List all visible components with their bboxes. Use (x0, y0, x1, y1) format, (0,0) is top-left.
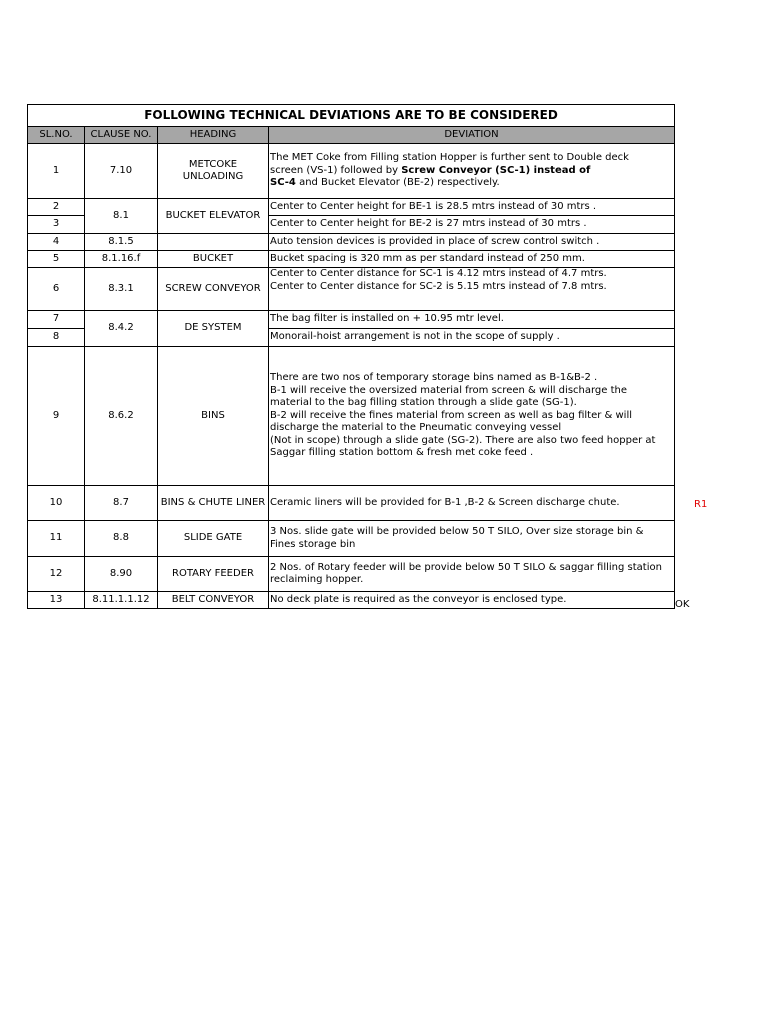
table-row (28, 144, 675, 199)
clause-cell: 8.8 (85, 521, 158, 557)
clause-cell: 8.1.16.f (85, 251, 158, 268)
sl-no-cell: 5 (28, 251, 85, 268)
table-title: FOLLOWING TECHNICAL DEVIATIONS ARE TO BE CONSIDERED (28, 105, 675, 127)
table-row (28, 592, 675, 609)
deviation-cell: Bucket spacing is 320 mm as per standard instead of 250 mm. (269, 251, 675, 268)
table-row (28, 347, 675, 486)
heading-cell: BINS & CHUTE LINER (158, 486, 269, 521)
deviation-line: reclaiming hopper. (270, 574, 364, 585)
deviation-cell: Center to Center height for BE-2 is 27 mtrs instead of 30 mtrs . (269, 216, 675, 234)
deviation-cell: The bag filter is installed on + 10.95 mtr level. (269, 311, 675, 329)
deviation-cell: Center to Center height for BE-1 is 28.5 mtrs instead of 30 mtrs . (269, 199, 675, 216)
heading-cell: BELT CONVEYOR (158, 592, 269, 609)
deviation-line: Center to Center distance for SC-2 is 5.15 mtrs instead of 7.8 mtrs. (270, 280, 607, 292)
deviation-line: Saggar filling station bottom & fresh met coke feed . (270, 447, 534, 459)
deviation-line: The MET Coke from Filling station Hopper is further sent to Double deck (270, 152, 629, 164)
table-row (28, 486, 675, 521)
heading-cell (158, 234, 269, 251)
clause-cell: 8.1.5 (85, 234, 158, 251)
deviation-line: SC-4 and Bucket Elevator (BE-2) respectively. (270, 177, 500, 189)
col-header-deviation: DEVIATION (269, 127, 675, 144)
sl-no-cell: 8 (28, 329, 85, 347)
deviation-line: screen (VS-1) followed by Screw Conveyor (SC-1) instead of (270, 164, 591, 176)
col-header-clause-no: CLAUSE NO. (85, 127, 158, 144)
table-row (28, 199, 675, 216)
table-row (28, 234, 675, 251)
clause-cell: 8.1 (85, 199, 158, 234)
deviations-table (27, 104, 675, 609)
deviation-cell: Auto tension devices is provided in place of screw control switch . (269, 234, 675, 251)
clause-cell: 8.11.1.1.12 (85, 592, 158, 609)
sl-no-cell: 4 (28, 234, 85, 251)
table-row (28, 311, 675, 329)
sl-no-cell: 1 (28, 144, 85, 199)
table-row (28, 251, 675, 268)
header-row (28, 127, 675, 144)
deviation-line: 2 Nos. of Rotary feeder will be provide below 50 T SILO & saggar filling station (270, 561, 662, 573)
clause-cell: 8.7 (85, 486, 158, 521)
heading-cell: BUCKET (158, 251, 269, 268)
table-row (28, 557, 675, 592)
deviation-cell (269, 144, 675, 199)
heading-cell: ROTARY FEEDER (158, 557, 269, 592)
deviation-cell (269, 557, 675, 592)
deviation-cell: No deck plate is required as the conveyor is enclosed type. (269, 592, 675, 609)
table-row (28, 268, 675, 311)
col-header-heading: HEADING (158, 127, 269, 144)
deviation-cell (269, 347, 675, 486)
heading-cell: BUCKET ELEVATOR (158, 199, 269, 234)
table-row (28, 521, 675, 557)
deviation-line: Fines storage bin (270, 538, 356, 550)
clause-cell: 8.4.2 (85, 311, 158, 347)
clause-cell: 7.10 (85, 144, 158, 199)
sl-no-cell: 3 (28, 216, 85, 234)
sl-no-cell: 11 (28, 521, 85, 557)
deviation-cell (269, 521, 675, 557)
status-note-ok: OK (675, 599, 690, 610)
heading-cell: BINS (158, 347, 269, 486)
revision-note-r1: R1 (694, 499, 708, 510)
deviation-line: Center to Center distance for SC-1 is 4.12 mtrs instead of 4.7 mtrs. (270, 268, 607, 279)
sl-no-cell: 10 (28, 486, 85, 521)
deviation-cell (269, 268, 675, 311)
sl-no-cell: 13 (28, 592, 85, 609)
clause-cell: 8.90 (85, 557, 158, 592)
deviation-line: discharge the material to the Pneumatic conveying vessel (270, 422, 562, 434)
deviation-line: (Not in scope) through a slide gate (SG-2). There are also two feed hopper at (270, 434, 656, 446)
col-header-sl-no: SL.NO. (28, 127, 85, 144)
deviation-line: B-1 will receive the oversized material from screen & will discharge the (270, 384, 628, 396)
sl-no-cell: 7 (28, 311, 85, 329)
sl-no-cell: 12 (28, 557, 85, 592)
deviation-line: 3 Nos. slide gate will be provided below 50 T SILO, Over size storage bin & (270, 526, 644, 537)
sl-no-cell: 9 (28, 347, 85, 486)
clause-cell: 8.3.1 (85, 268, 158, 311)
sl-no-cell: 2 (28, 199, 85, 216)
deviation-cell: Ceramic liners will be provided for B-1 ,B-2 & Screen discharge chute. (269, 486, 675, 521)
heading-cell: SLIDE GATE (158, 521, 269, 557)
deviation-line: B-2 will receive the fines material from screen as well as bag filter & will (270, 409, 633, 421)
heading-cell: METCOKE UNLOADING (158, 144, 269, 199)
sl-no-cell: 6 (28, 268, 85, 311)
clause-cell: 8.6.2 (85, 347, 158, 486)
deviation-cell: Monorail-hoist arrangement is not in the scope of supply . (269, 329, 675, 347)
heading-cell: DE SYSTEM (158, 311, 269, 347)
deviation-line: material to the bag filling station through a slide gate (SG-1). (270, 397, 577, 409)
deviation-line: There are two nos of temporary storage bins named as B-1&B-2 . (270, 372, 598, 384)
heading-cell: SCREW CONVEYOR (158, 268, 269, 311)
